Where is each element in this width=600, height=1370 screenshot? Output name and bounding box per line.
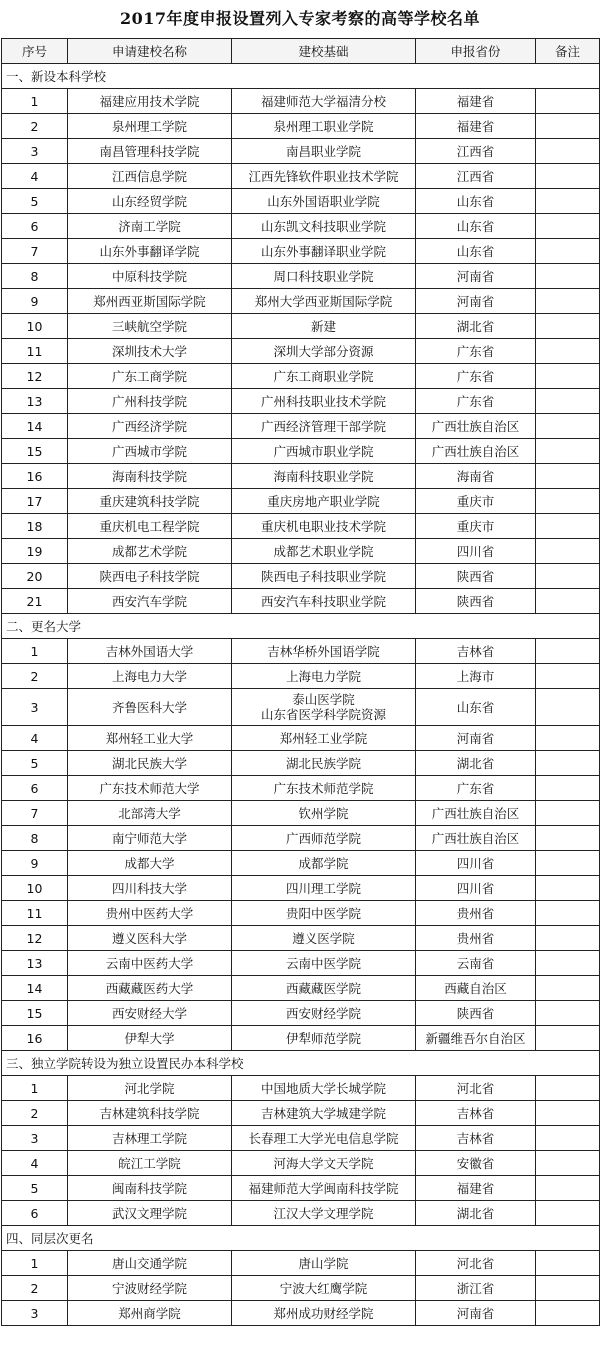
cell-foundation: 重庆机电职业技术学院 [232, 514, 416, 539]
cell-index: 1 [2, 639, 68, 664]
cell-index: 3 [2, 1301, 68, 1326]
cell-school-name: 重庆机电工程学院 [68, 514, 232, 539]
table-row [2, 139, 600, 164]
cell-province: 重庆市 [416, 514, 536, 539]
table-row [2, 951, 600, 976]
cell-foundation: 上海电力学院 [232, 664, 416, 689]
cell-foundation: 西安汽车科技职业学院 [232, 589, 416, 614]
cell-foundation: 江西先锋软件职业技术学院 [232, 164, 416, 189]
cell-index: 1 [2, 1251, 68, 1276]
table-row [2, 776, 600, 801]
cell-remarks [536, 1101, 600, 1126]
document-title: 2017年度申报设置列入专家考察的高等学校名单 [119, 9, 481, 28]
cell-remarks [536, 164, 600, 189]
cell-remarks [536, 289, 600, 314]
cell-remarks [536, 464, 600, 489]
cell-remarks [536, 751, 600, 776]
cell-remarks [536, 1301, 600, 1326]
cell-school-name: 济南工学院 [68, 214, 232, 239]
cell-school-name: 四川科技大学 [68, 876, 232, 901]
cell-index: 20 [2, 564, 68, 589]
cell-school-name: 西安汽车学院 [68, 589, 232, 614]
cell-foundation: 江汉大学文理学院 [232, 1201, 416, 1226]
cell-foundation: 广东技术师范学院 [232, 776, 416, 801]
cell-remarks [536, 314, 600, 339]
cell-foundation: 新建 [232, 314, 416, 339]
cell-province: 福建省 [416, 1176, 536, 1201]
cell-school-name: 山东经贸学院 [68, 189, 232, 214]
cell-school-name: 西藏藏医药大学 [68, 976, 232, 1001]
table-row [2, 364, 600, 389]
table-row [2, 464, 600, 489]
cell-remarks [536, 1276, 600, 1301]
cell-foundation: 海南科技职业学院 [232, 464, 416, 489]
cell-school-name: 广西经济学院 [68, 414, 232, 439]
cell-school-name: 云南中医药大学 [68, 951, 232, 976]
cell-index: 17 [2, 489, 68, 514]
cell-foundation: 福建师范大学福清分校 [232, 89, 416, 114]
cell-index: 10 [2, 876, 68, 901]
cell-remarks [536, 439, 600, 464]
cell-school-name: 郑州西亚斯国际学院 [68, 289, 232, 314]
cell-school-name: 三峡航空学院 [68, 314, 232, 339]
cell-school-name: 上海电力大学 [68, 664, 232, 689]
header-school-name: 申请建校名称 [68, 39, 232, 64]
table-row [2, 1201, 600, 1226]
cell-province: 湖北省 [416, 1201, 536, 1226]
cell-foundation: 伊犁师范学院 [232, 1026, 416, 1051]
cell-index: 6 [2, 776, 68, 801]
cell-foundation: 广西城市职业学院 [232, 439, 416, 464]
cell-school-name: 江西信息学院 [68, 164, 232, 189]
cell-index: 13 [2, 389, 68, 414]
table-row [2, 89, 600, 114]
table-row [2, 489, 600, 514]
cell-remarks [536, 339, 600, 364]
cell-index: 7 [2, 239, 68, 264]
cell-province: 广西壮族自治区 [416, 439, 536, 464]
cell-province: 贵州省 [416, 926, 536, 951]
table-row [2, 1001, 600, 1026]
table-row [2, 439, 600, 464]
cell-foundation: 广西师范学院 [232, 826, 416, 851]
cell-school-name: 深圳技术大学 [68, 339, 232, 364]
cell-remarks [536, 114, 600, 139]
cell-foundation: 广东工商职业学院 [232, 364, 416, 389]
cell-foundation: 湖北民族学院 [232, 751, 416, 776]
cell-province: 河南省 [416, 1301, 536, 1326]
cell-foundation: 郑州轻工业学院 [232, 726, 416, 751]
cell-remarks [536, 564, 600, 589]
cell-index: 5 [2, 751, 68, 776]
cell-remarks [536, 214, 600, 239]
cell-index: 10 [2, 314, 68, 339]
cell-remarks [536, 364, 600, 389]
cell-remarks [536, 726, 600, 751]
cell-foundation: 云南中医学院 [232, 951, 416, 976]
cell-province: 吉林省 [416, 639, 536, 664]
cell-school-name: 郑州商学院 [68, 1301, 232, 1326]
table-row [2, 926, 600, 951]
table-row [2, 639, 600, 664]
cell-school-name: 宁波财经学院 [68, 1276, 232, 1301]
cell-province: 四川省 [416, 876, 536, 901]
cell-school-name: 成都大学 [68, 851, 232, 876]
cell-remarks [536, 801, 600, 826]
cell-index: 15 [2, 439, 68, 464]
table-row [2, 901, 600, 926]
table-row [2, 1251, 600, 1276]
cell-remarks [536, 189, 600, 214]
cell-foundation: 河海大学文天学院 [232, 1151, 416, 1176]
cell-index: 6 [2, 1201, 68, 1226]
table-row [2, 264, 600, 289]
cell-remarks [536, 1176, 600, 1201]
cell-index: 3 [2, 139, 68, 164]
cell-school-name: 伊犁大学 [68, 1026, 232, 1051]
cell-index: 7 [2, 801, 68, 826]
cell-foundation: 广州科技职业技术学院 [232, 389, 416, 414]
cell-foundation: 广西经济管理干部学院 [232, 414, 416, 439]
table-row [2, 726, 600, 751]
cell-index: 21 [2, 589, 68, 614]
cell-province: 广东省 [416, 776, 536, 801]
cell-index: 13 [2, 951, 68, 976]
section-title: 二、更名大学 [2, 614, 600, 639]
cell-province: 山东省 [416, 689, 536, 726]
cell-remarks [536, 414, 600, 439]
cell-foundation: 中国地质大学长城学院 [232, 1076, 416, 1101]
cell-remarks [536, 664, 600, 689]
cell-remarks [536, 539, 600, 564]
cell-remarks [536, 1026, 600, 1051]
cell-school-name: 山东外事翻译学院 [68, 239, 232, 264]
cell-remarks [536, 689, 600, 726]
cell-province: 河南省 [416, 726, 536, 751]
cell-index: 14 [2, 976, 68, 1001]
cell-school-name: 河北学院 [68, 1076, 232, 1101]
cell-remarks [536, 901, 600, 926]
cell-foundation: 长春理工大学光电信息学院 [232, 1126, 416, 1151]
cell-index: 2 [2, 1101, 68, 1126]
cell-school-name: 闽南科技学院 [68, 1176, 232, 1201]
cell-index: 4 [2, 164, 68, 189]
table-row [2, 414, 600, 439]
cell-foundation: 山东外事翻译职业学院 [232, 239, 416, 264]
cell-province: 山东省 [416, 214, 536, 239]
cell-index: 4 [2, 726, 68, 751]
table-row [2, 801, 600, 826]
table-row [2, 164, 600, 189]
cell-foundation: 成都学院 [232, 851, 416, 876]
cell-foundation: 钦州学院 [232, 801, 416, 826]
cell-school-name: 北部湾大学 [68, 801, 232, 826]
section-title: 一、新设本科学校 [2, 64, 600, 89]
cell-school-name: 广州科技学院 [68, 389, 232, 414]
cell-school-name: 湖北民族大学 [68, 751, 232, 776]
table-row [2, 1276, 600, 1301]
cell-foundation: 遵义医学院 [232, 926, 416, 951]
cell-remarks [536, 776, 600, 801]
table-row [2, 976, 600, 1001]
table-row [2, 826, 600, 851]
cell-foundation: 吉林华桥外国语学院 [232, 639, 416, 664]
cell-province: 重庆市 [416, 489, 536, 514]
section-header-row [2, 614, 600, 639]
cell-remarks [536, 976, 600, 1001]
table-row [2, 514, 600, 539]
section-title: 三、独立学院转设为独立设置民办本科学校 [2, 1051, 600, 1076]
header-foundation: 建校基础 [232, 39, 416, 64]
cell-index: 5 [2, 189, 68, 214]
cell-foundation: 泉州理工职业学院 [232, 114, 416, 139]
table-row [2, 564, 600, 589]
cell-school-name: 南昌管理科技学院 [68, 139, 232, 164]
cell-index: 1 [2, 89, 68, 114]
cell-school-name: 吉林外国语大学 [68, 639, 232, 664]
cell-province: 云南省 [416, 951, 536, 976]
cell-remarks [536, 514, 600, 539]
cell-remarks [536, 389, 600, 414]
cell-school-name: 齐鲁医科大学 [68, 689, 232, 726]
section-header-row [2, 1051, 600, 1076]
cell-foundation: 南昌职业学院 [232, 139, 416, 164]
cell-remarks [536, 1151, 600, 1176]
cell-index: 3 [2, 1126, 68, 1151]
cell-province: 陕西省 [416, 589, 536, 614]
section-title: 四、同层次更名 [2, 1226, 600, 1251]
cell-school-name: 南宁师范大学 [68, 826, 232, 851]
cell-school-name: 广东工商学院 [68, 364, 232, 389]
cell-province: 四川省 [416, 851, 536, 876]
cell-index: 1 [2, 1076, 68, 1101]
cell-province: 贵州省 [416, 901, 536, 926]
cell-remarks [536, 639, 600, 664]
cell-foundation: 泰山医学院 山东省医学科学院资源 [232, 689, 416, 726]
cell-province: 福建省 [416, 114, 536, 139]
cell-school-name: 吉林理工学院 [68, 1126, 232, 1151]
cell-province: 河南省 [416, 289, 536, 314]
cell-province: 江西省 [416, 139, 536, 164]
cell-province: 浙江省 [416, 1276, 536, 1301]
table-row [2, 114, 600, 139]
table-row [2, 214, 600, 239]
cell-remarks [536, 1001, 600, 1026]
cell-index: 9 [2, 851, 68, 876]
cell-province: 广东省 [416, 364, 536, 389]
cell-foundation: 山东凯文科技职业学院 [232, 214, 416, 239]
table-row [2, 1176, 600, 1201]
header-remarks: 备注 [536, 39, 600, 64]
table-row [2, 289, 600, 314]
cell-foundation: 郑州成功财经学院 [232, 1301, 416, 1326]
table-row [2, 1301, 600, 1326]
cell-school-name: 武汉文理学院 [68, 1201, 232, 1226]
cell-remarks [536, 1126, 600, 1151]
table-row [2, 851, 600, 876]
cell-province: 山东省 [416, 189, 536, 214]
cell-index: 4 [2, 1151, 68, 1176]
table-body [2, 64, 600, 1326]
cell-province: 河北省 [416, 1251, 536, 1276]
cell-province: 吉林省 [416, 1126, 536, 1151]
cell-index: 16 [2, 1026, 68, 1051]
cell-remarks [536, 876, 600, 901]
cell-index: 9 [2, 289, 68, 314]
cell-school-name: 西安财经大学 [68, 1001, 232, 1026]
cell-province: 安徽省 [416, 1151, 536, 1176]
table-row [2, 1151, 600, 1176]
cell-province: 广东省 [416, 389, 536, 414]
cell-province: 河北省 [416, 1076, 536, 1101]
school-list-table [1, 38, 600, 1326]
cell-province: 四川省 [416, 539, 536, 564]
cell-index: 12 [2, 364, 68, 389]
cell-school-name: 重庆建筑科技学院 [68, 489, 232, 514]
table-row [2, 689, 600, 726]
cell-province: 陕西省 [416, 1001, 536, 1026]
cell-index: 5 [2, 1176, 68, 1201]
table-header-row [2, 39, 600, 64]
cell-index: 8 [2, 826, 68, 851]
cell-remarks [536, 926, 600, 951]
cell-index: 2 [2, 1276, 68, 1301]
section-header-row [2, 1226, 600, 1251]
table-row [2, 1126, 600, 1151]
cell-province: 广西壮族自治区 [416, 414, 536, 439]
table-row [2, 239, 600, 264]
cell-province: 新疆维吾尔自治区 [416, 1026, 536, 1051]
table-row [2, 876, 600, 901]
cell-foundation: 陕西电子科技职业学院 [232, 564, 416, 589]
cell-index: 15 [2, 1001, 68, 1026]
cell-school-name: 福建应用技术学院 [68, 89, 232, 114]
header-index: 序号 [2, 39, 68, 64]
table-row [2, 1026, 600, 1051]
header-province: 申报省份 [416, 39, 536, 64]
cell-remarks [536, 851, 600, 876]
cell-index: 19 [2, 539, 68, 564]
cell-province: 广西壮族自治区 [416, 801, 536, 826]
section-header-row [2, 64, 600, 89]
cell-index: 11 [2, 339, 68, 364]
cell-foundation: 唐山学院 [232, 1251, 416, 1276]
cell-index: 18 [2, 514, 68, 539]
cell-foundation: 贵阳中医学院 [232, 901, 416, 926]
cell-index: 14 [2, 414, 68, 439]
table-row [2, 664, 600, 689]
cell-province: 湖北省 [416, 751, 536, 776]
cell-school-name: 广西城市学院 [68, 439, 232, 464]
cell-foundation: 吉林建筑大学城建学院 [232, 1101, 416, 1126]
cell-foundation: 重庆房地产职业学院 [232, 489, 416, 514]
cell-foundation: 山东外国语职业学院 [232, 189, 416, 214]
table-row [2, 389, 600, 414]
table-row [2, 339, 600, 364]
cell-remarks [536, 239, 600, 264]
cell-province: 吉林省 [416, 1101, 536, 1126]
table-row [2, 589, 600, 614]
cell-province: 广西壮族自治区 [416, 826, 536, 851]
cell-remarks [536, 489, 600, 514]
cell-school-name: 吉林建筑科技学院 [68, 1101, 232, 1126]
cell-remarks [536, 139, 600, 164]
cell-province: 广东省 [416, 339, 536, 364]
cell-province: 山东省 [416, 239, 536, 264]
cell-remarks [536, 264, 600, 289]
table-row [2, 539, 600, 564]
cell-foundation: 四川理工学院 [232, 876, 416, 901]
cell-school-name: 唐山交通学院 [68, 1251, 232, 1276]
cell-index: 2 [2, 114, 68, 139]
cell-province: 上海市 [416, 664, 536, 689]
cell-foundation: 宁波大红鹰学院 [232, 1276, 416, 1301]
table-row [2, 189, 600, 214]
cell-remarks [536, 89, 600, 114]
cell-remarks [536, 589, 600, 614]
cell-index: 8 [2, 264, 68, 289]
cell-school-name: 泉州理工学院 [68, 114, 232, 139]
cell-province: 西藏自治区 [416, 976, 536, 1001]
cell-remarks [536, 1251, 600, 1276]
cell-remarks [536, 1201, 600, 1226]
cell-remarks [536, 826, 600, 851]
cell-remarks [536, 951, 600, 976]
cell-province: 湖北省 [416, 314, 536, 339]
cell-school-name: 成都艺术学院 [68, 539, 232, 564]
cell-index: 11 [2, 901, 68, 926]
cell-school-name: 海南科技学院 [68, 464, 232, 489]
cell-school-name: 广东技术师范大学 [68, 776, 232, 801]
cell-province: 福建省 [416, 89, 536, 114]
table-row [2, 314, 600, 339]
cell-foundation: 周口科技职业学院 [232, 264, 416, 289]
cell-foundation: 西藏藏医学院 [232, 976, 416, 1001]
table-row [2, 1101, 600, 1126]
cell-index: 3 [2, 689, 68, 726]
cell-province: 海南省 [416, 464, 536, 489]
cell-index: 2 [2, 664, 68, 689]
table-row [2, 751, 600, 776]
cell-foundation: 郑州大学西亚斯国际学院 [232, 289, 416, 314]
cell-school-name: 中原科技学院 [68, 264, 232, 289]
cell-school-name: 遵义医科大学 [68, 926, 232, 951]
cell-index: 6 [2, 214, 68, 239]
cell-remarks [536, 1076, 600, 1101]
cell-school-name: 陕西电子科技学院 [68, 564, 232, 589]
cell-province: 江西省 [416, 164, 536, 189]
cell-school-name: 皖江工学院 [68, 1151, 232, 1176]
cell-foundation: 成都艺术职业学院 [232, 539, 416, 564]
table-row [2, 1076, 600, 1101]
cell-foundation: 福建师范大学闽南科技学院 [232, 1176, 416, 1201]
cell-index: 12 [2, 926, 68, 951]
cell-school-name: 贵州中医药大学 [68, 901, 232, 926]
cell-foundation: 深圳大学部分资源 [232, 339, 416, 364]
cell-province: 陕西省 [416, 564, 536, 589]
cell-province: 河南省 [416, 264, 536, 289]
cell-index: 16 [2, 464, 68, 489]
cell-foundation: 西安财经学院 [232, 1001, 416, 1026]
cell-school-name: 郑州轻工业大学 [68, 726, 232, 751]
